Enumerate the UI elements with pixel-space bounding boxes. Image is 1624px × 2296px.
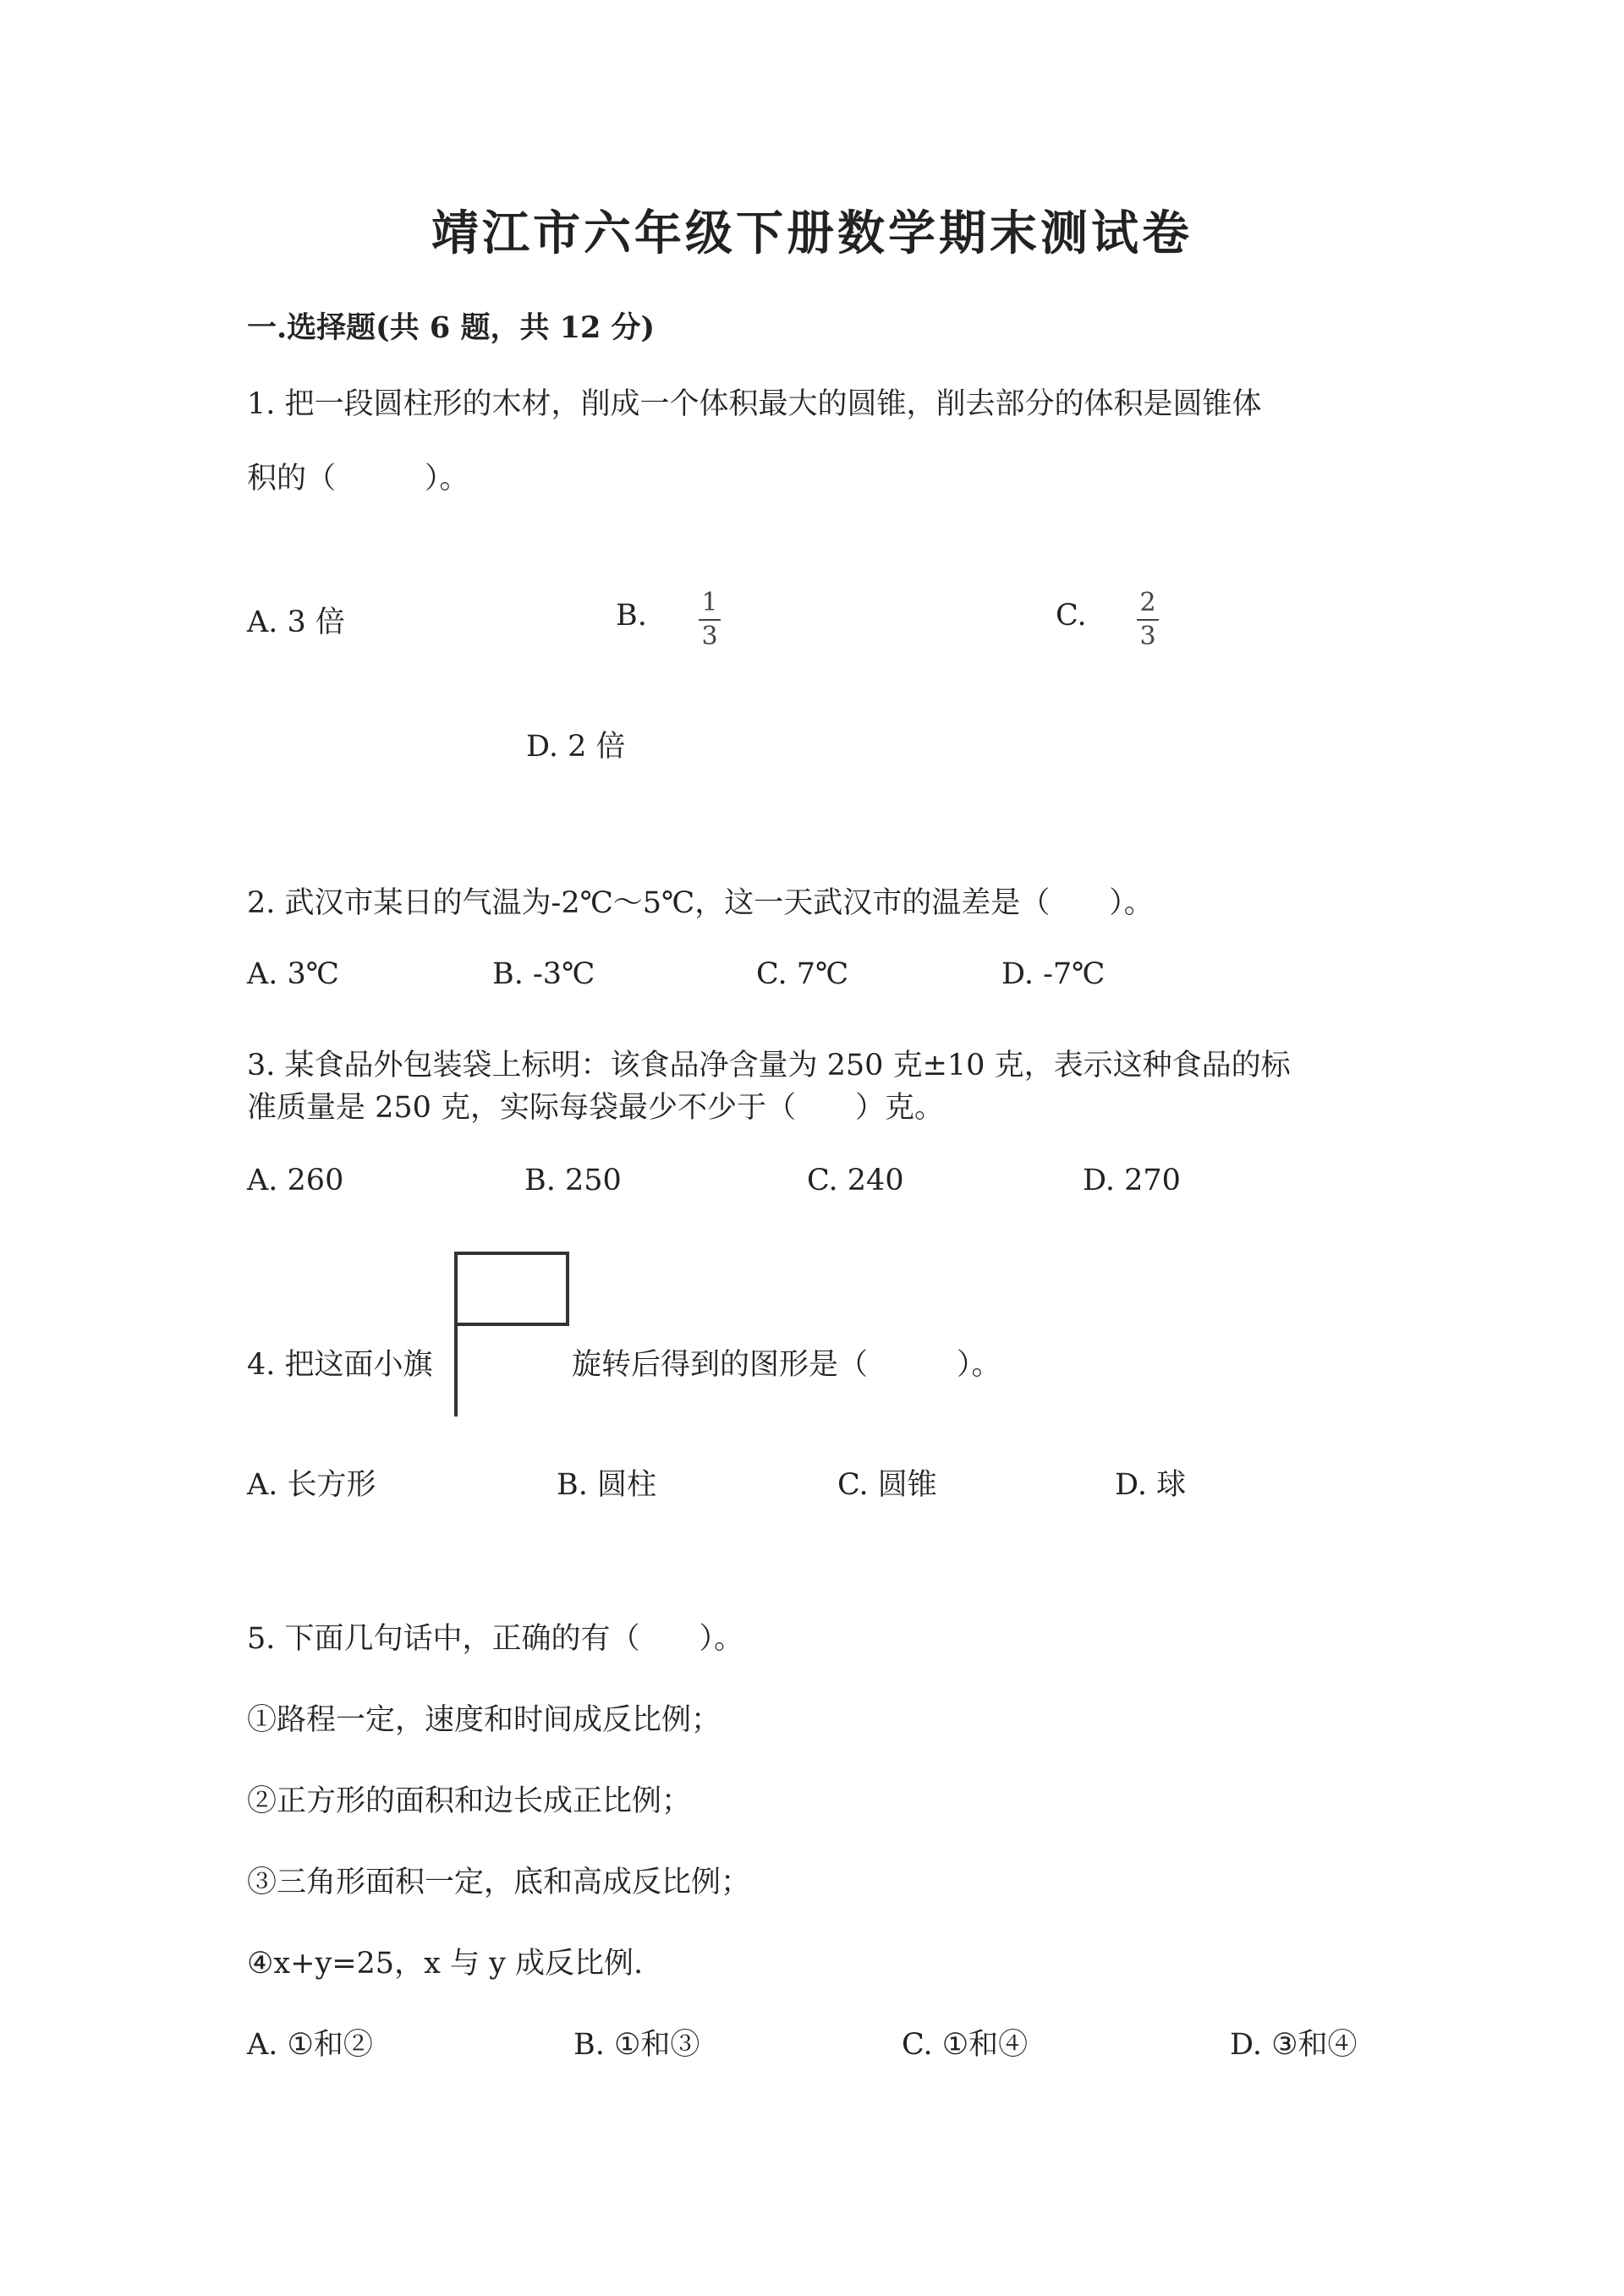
- q5-statement-4: ④x+y=25，x 与 y 成反比例.: [247, 1947, 644, 1981]
- q1-option-c-label: C.: [1056, 599, 1087, 633]
- q3-option-b: B. 250: [524, 1164, 622, 1197]
- q2-option-a: A. 3℃: [247, 957, 339, 991]
- q1-option-c-denominator: 3: [1139, 622, 1156, 651]
- q5-statement-3: ③三角形面积一定，底和高成反比例；: [247, 1866, 751, 1899]
- q4-option-d: D. 球: [1115, 1468, 1187, 1502]
- q1-text-line1: 1. 把一段圆柱形的木材，削成一个体积最大的圆锥，削去部分的体积是圆锥体: [247, 387, 1262, 421]
- q2-text: 2. 武汉市某日的气温为-2℃～5℃，这一天武汉市的温差是（ ）。: [247, 886, 1154, 920]
- q1-option-b: [616, 599, 647, 633]
- section-heading: 一.选择题(共 6 题，共 12 分): [247, 310, 656, 345]
- q3-text-line2: 准质量是 250 克，实际每袋最少不少于（ ）克。: [247, 1091, 945, 1125]
- q4-option-b: B. 圆柱: [557, 1468, 656, 1502]
- q5-option-b: B. ①和③: [573, 2028, 700, 2062]
- q2-option-b: B. -3℃: [492, 957, 595, 991]
- q1-option-c: [1056, 599, 1087, 633]
- q1-option-a: A. 3 倍: [247, 606, 345, 639]
- flag-rectangle: [456, 1253, 568, 1324]
- q2-option-c: C. 7℃: [756, 957, 849, 991]
- q4-text-after: 旋转后得到的图形是（ ）。: [572, 1348, 1001, 1382]
- q1-option-c-fraction: [1137, 589, 1159, 651]
- q5-option-c: C. ①和④: [902, 2028, 1029, 2062]
- q3-text-line1: 3. 某食品外包装袋上标明：该食品净含量为 250 克±10 克，表示这种食品的标: [247, 1049, 1291, 1082]
- q1-option-b-denominator: 3: [701, 622, 718, 651]
- q5-statement-2: ②正方形的面积和边长成正比例；: [247, 1784, 692, 1818]
- q1-option-b-numerator: 1: [701, 588, 718, 617]
- q3-option-d: D. 270: [1083, 1164, 1181, 1197]
- q5-option-d: D. ③和④: [1230, 2028, 1358, 2062]
- q1-option-b-label: B.: [616, 599, 647, 633]
- q2-option-d: D. -7℃: [1001, 957, 1106, 991]
- q5-text: 5. 下面几句话中，正确的有（ ）。: [247, 1622, 744, 1656]
- exam-title: 靖江市六年级下册数学期末测试卷: [431, 205, 1193, 261]
- q1-text-line2: 积的（ ）。: [247, 462, 469, 496]
- q5-statement-1: ①路程一定，速度和时间成反比例；: [247, 1703, 721, 1737]
- q3-option-c: C. 240: [807, 1164, 904, 1197]
- q3-option-a: A. 260: [247, 1164, 344, 1197]
- q4-option-c: C. 圆锥: [837, 1468, 937, 1502]
- q4-option-a: A. 长方形: [247, 1468, 376, 1502]
- q1-option-b-fraction: [699, 589, 721, 651]
- flag-figure: [453, 1252, 572, 1417]
- q5-option-a: A. ①和②: [247, 2028, 373, 2062]
- q4-text-before: 4. 把这面小旗: [247, 1348, 433, 1382]
- q1-option-d: D. 2 倍: [526, 730, 626, 764]
- q1-option-c-numerator: 2: [1139, 588, 1156, 617]
